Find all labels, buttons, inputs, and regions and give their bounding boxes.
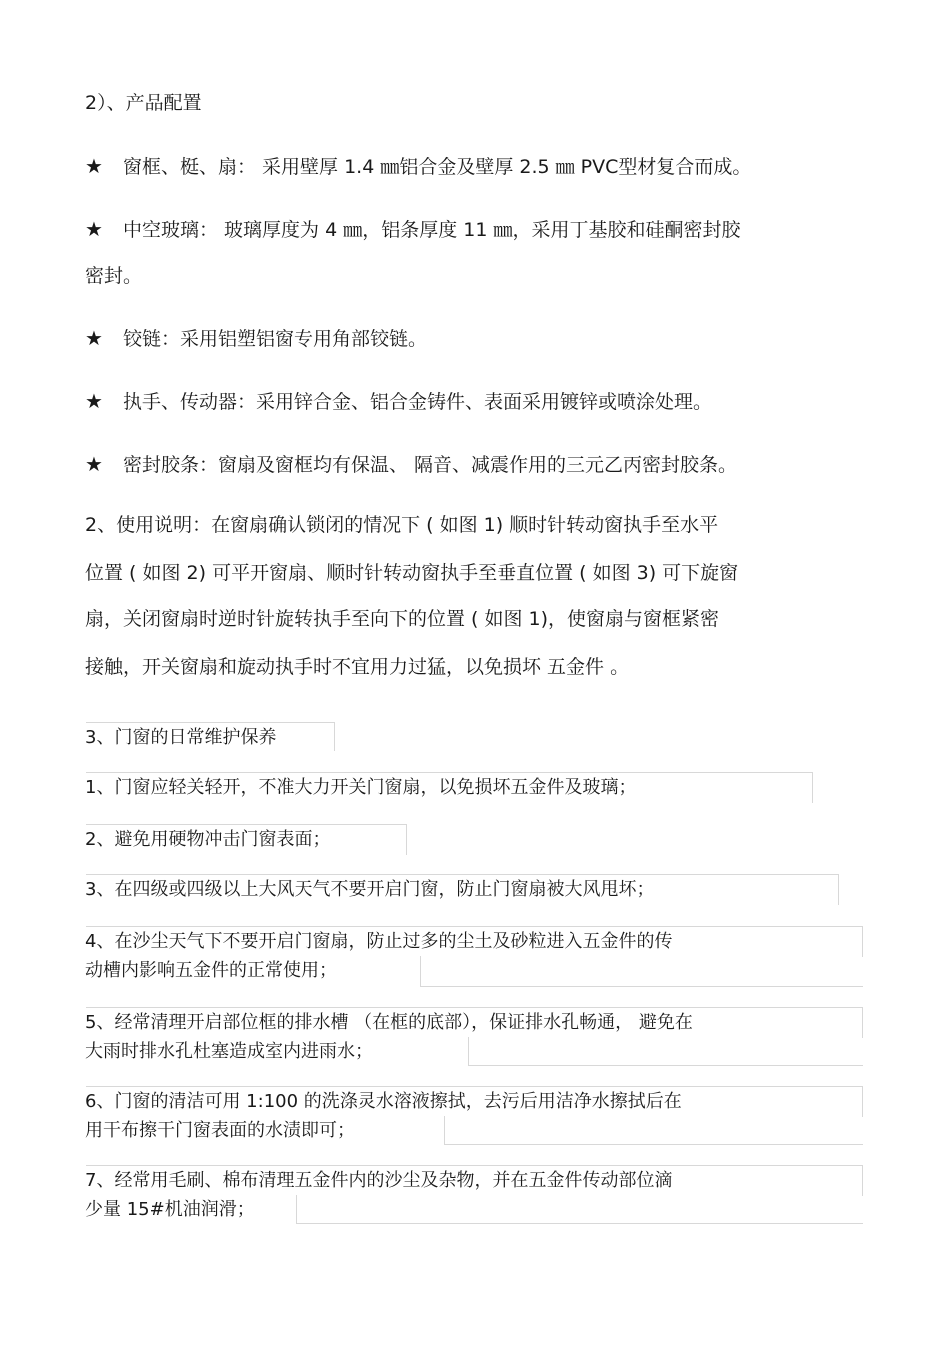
usage-line: 2、使用说明：在窗扇确认锁闭的情况下 ( 如图 1) 顺时针转动窗执手至水平 xyxy=(85,514,719,536)
maintenance-item: 3、在四级或四级以上大风天气不要开启门窗，防止门窗扇被大风甩坏； xyxy=(85,879,655,900)
maintenance-item-continuation: 少量 15#机油润滑； xyxy=(85,1199,255,1220)
maintenance-item-box-lower xyxy=(468,1037,863,1066)
maintenance-item-box-lower xyxy=(444,1116,863,1145)
star-icon: ★ xyxy=(85,154,103,178)
product-item-text: 窗框、梃、扇： 采用壁厚 1.4 ㎜铝合金及壁厚 2.5 ㎜ PVC型材复合而成。 xyxy=(123,156,752,178)
product-item-text: 执手、传动器：采用锌合金、铝合金铸件、表面采用镀锌或喷涂处理。 xyxy=(123,391,713,413)
maintenance-item: 2、避免用硬物冲击门窗表面； xyxy=(85,829,331,850)
star-icon: ★ xyxy=(85,452,103,476)
product-item-text: 铰链：采用铝塑铝窗专用角部铰链。 xyxy=(123,328,428,350)
star-icon: ★ xyxy=(85,326,103,350)
usage-line: 扇，关闭窗扇时逆时针旋转执手至向下的位置 ( 如图 1)，使窗扇与窗框紧密 xyxy=(85,608,720,630)
product-config-heading: 2）、产品配置 xyxy=(85,92,202,114)
maintenance-item: 7、经常用毛刷、棉布清理五金件内的沙尘及杂物，并在五金件传动部位滴 xyxy=(85,1170,673,1191)
product-item-glass xyxy=(85,218,740,241)
usage-line: 位置 ( 如图 2) 可平开窗扇、顺时针转动窗执手至垂直位置 ( 如图 3) 可下旋窗 xyxy=(85,562,739,584)
product-item-glass-continuation: 密封。 xyxy=(85,265,143,287)
usage-line: 接触，开关窗扇和旋动执手时不宜用力过猛，以免损坏 五金件 。 xyxy=(85,656,630,678)
product-item-text: 中空玻璃： 玻璃厚度为 4 ㎜，铝条厚度 11 ㎜，采用丁基胶和硅酮密封胶 xyxy=(123,219,741,241)
product-item-handle xyxy=(85,390,712,413)
star-icon: ★ xyxy=(85,217,103,241)
maintenance-item: 5、经常清理开启部位框的排水槽 （在框的底部），保证排水孔畅通， 避免在 xyxy=(85,1012,693,1033)
maintenance-item-continuation: 用干布擦干门窗表面的水渍即可； xyxy=(85,1120,355,1141)
product-item-text: 密封胶条：窗扇及窗框均有保温、 隔音、减震作用的三元乙丙密封胶条。 xyxy=(123,454,738,476)
maintenance-item: 6、门窗的清洁可用 1:100 的洗涤灵水溶液擦拭，去污后用洁净水擦拭后在 xyxy=(85,1091,682,1112)
maintenance-heading: 3、门窗的日常维护保养 xyxy=(85,727,277,748)
maintenance-item-continuation: 大雨时排水孔杜塞造成室内进雨水； xyxy=(85,1041,373,1062)
maintenance-item-box-lower xyxy=(420,956,863,987)
product-item-seal xyxy=(85,453,737,476)
product-item-hinge xyxy=(85,327,427,350)
maintenance-item-continuation: 动槽内影响五金件的正常使用； xyxy=(85,960,337,981)
maintenance-item: 1、门窗应轻关轻开，不准大力开关门窗扇，以免损坏五金件及玻璃； xyxy=(85,777,637,798)
maintenance-item-box-lower xyxy=(296,1195,863,1224)
maintenance-item: 4、在沙尘天气下不要开启门窗扇，防止过多的尘土及砂粒进入五金件的传 xyxy=(85,931,673,952)
star-icon: ★ xyxy=(85,389,103,413)
product-item-frame xyxy=(85,155,751,178)
